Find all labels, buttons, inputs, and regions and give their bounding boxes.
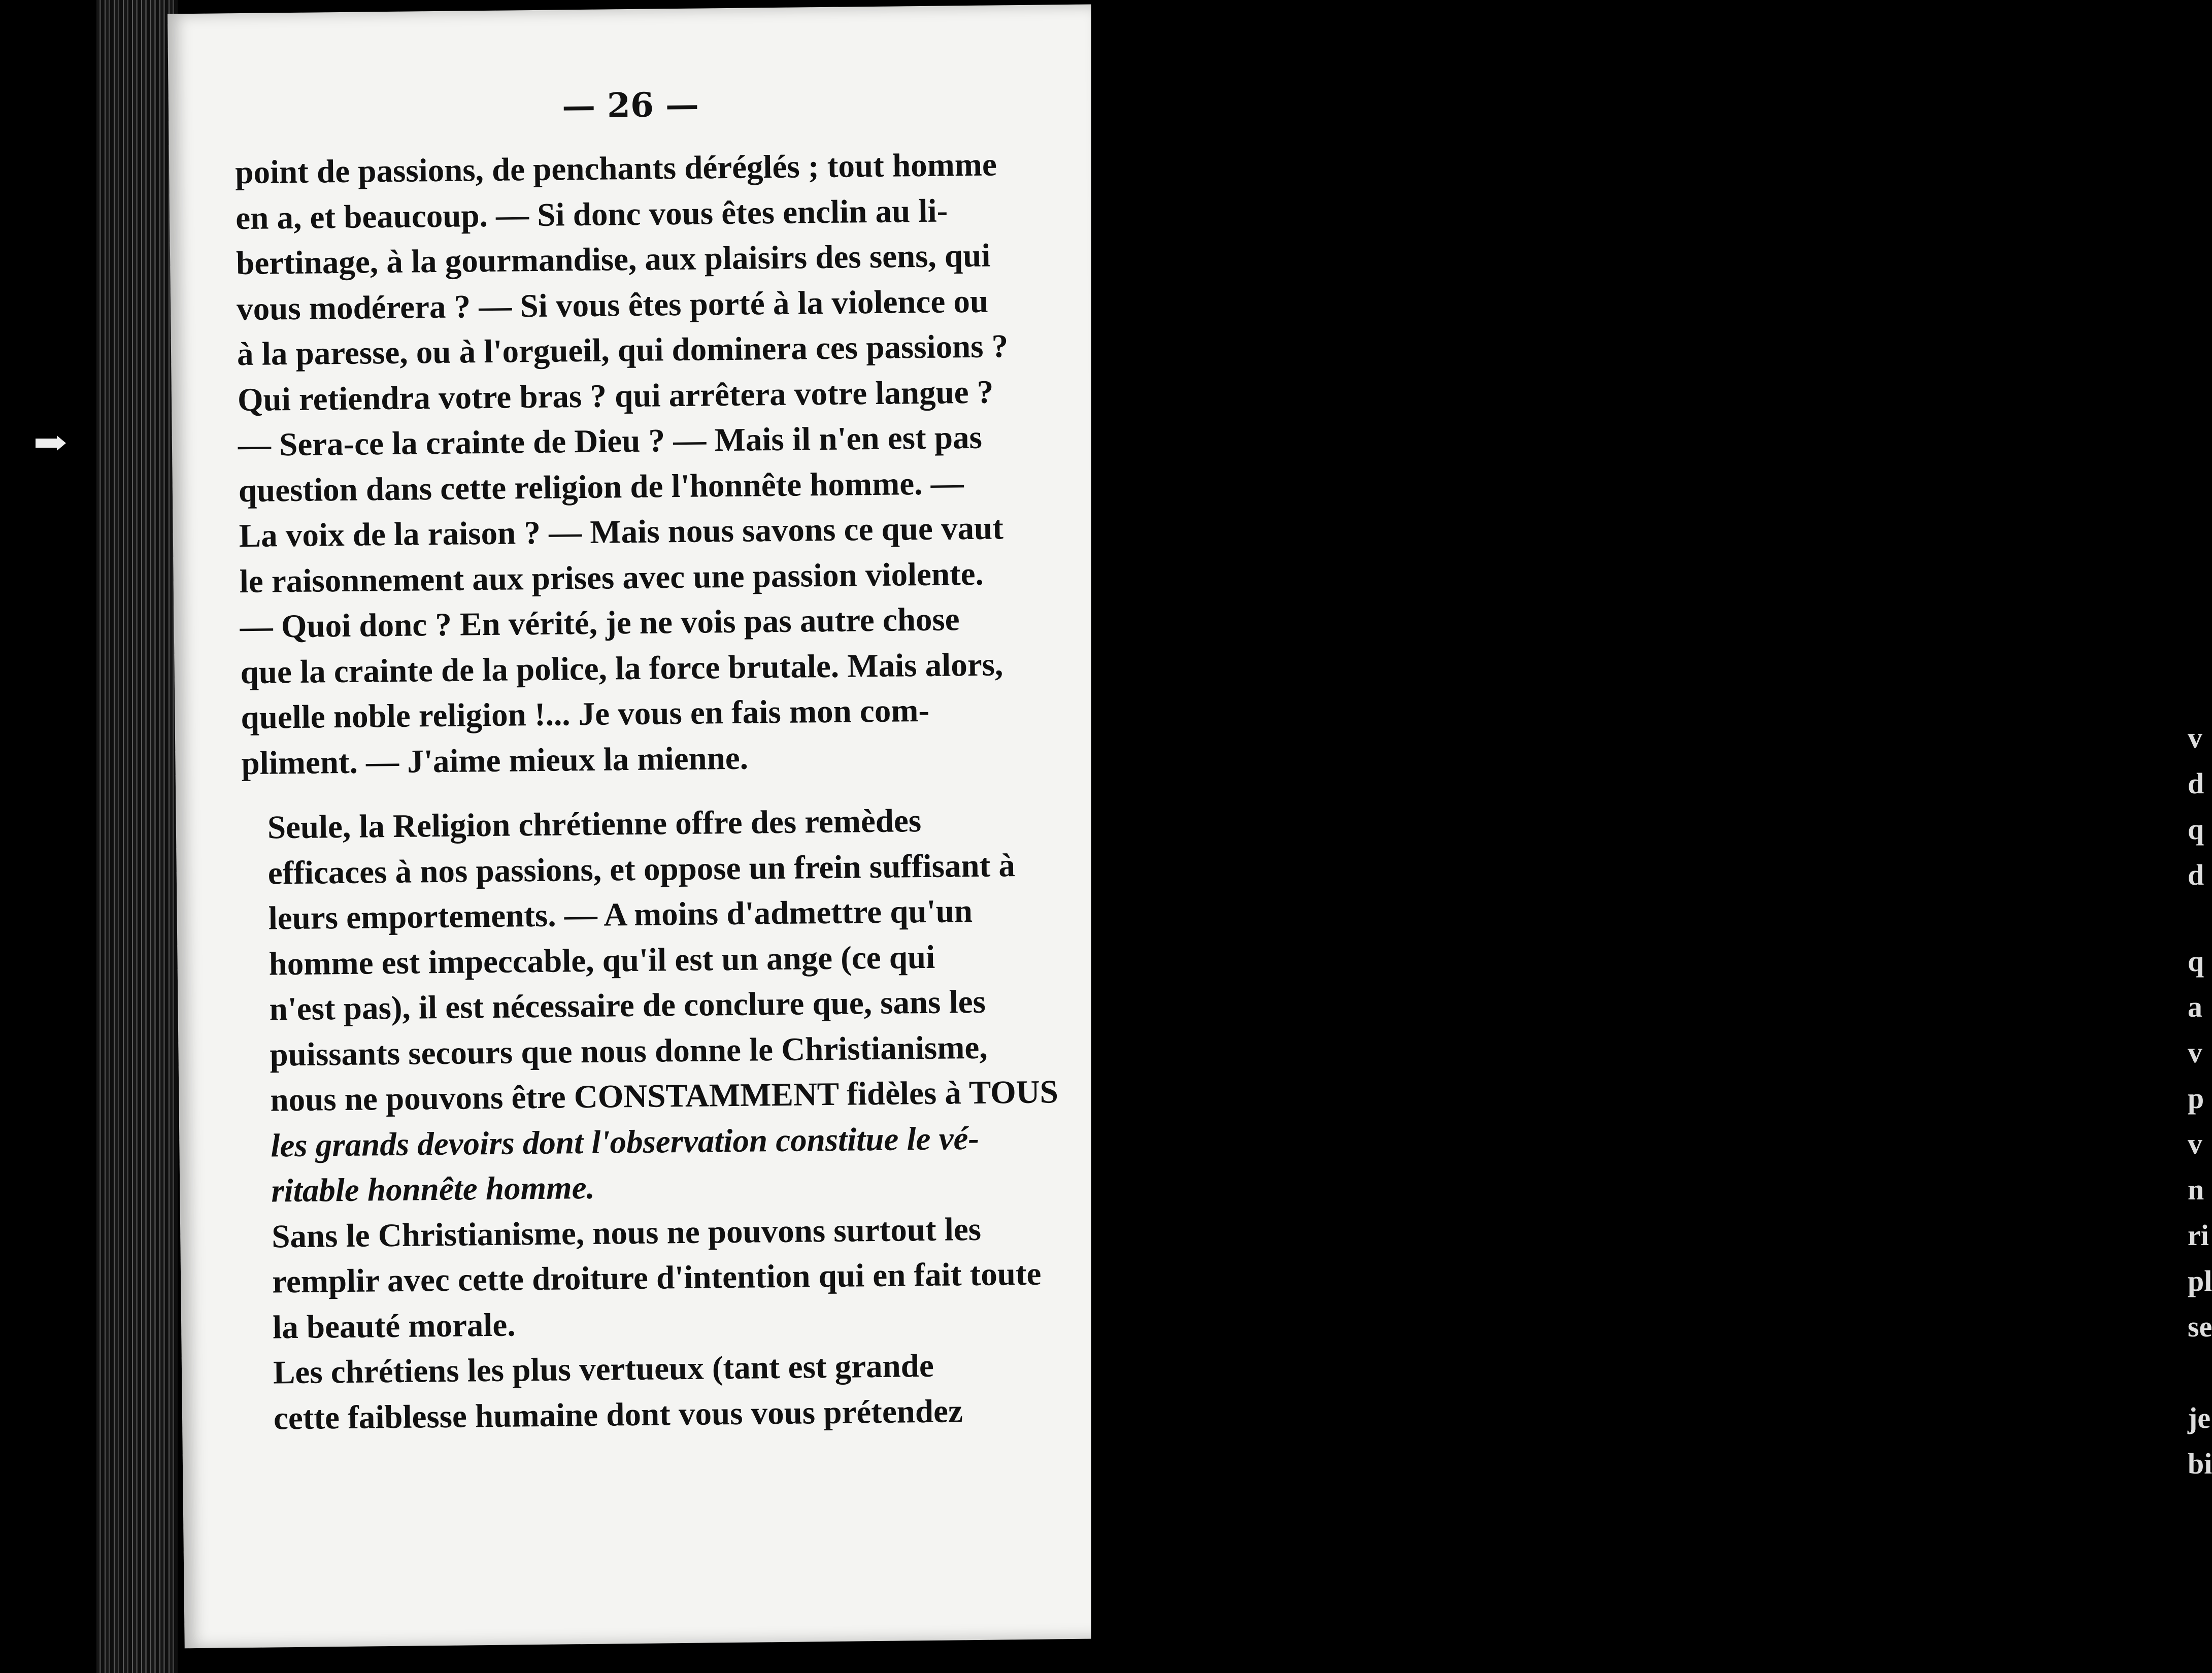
- text-line: nous ne pouvons être CONSTAMMENT fidèles à TOUS: [270, 1074, 1059, 1119]
- bleed-letter: pl: [2188, 1264, 2212, 1297]
- book-gutter: [96, 0, 178, 1673]
- bleed-letter: d: [2188, 767, 2204, 800]
- bleed-letter: q: [2188, 945, 2204, 978]
- book-page: [167, 4, 1109, 1648]
- paragraph-1: [235, 142, 1049, 787]
- text-line: homme est impeccable, qu'il est un ange (ce qui: [269, 939, 935, 983]
- text-line: bertinage, à la gourmandise, aux plaisirs des sens, qui: [236, 237, 991, 282]
- page-marker-icon: [36, 436, 66, 451]
- text-line: — Quoi donc ? En vérité, je ne vois pas autre chose: [240, 601, 960, 646]
- paragraph-3: [246, 1206, 1055, 1351]
- text-line: remplir avec cette droiture d'intention qui en fait toute: [272, 1255, 1042, 1300]
- next-page-edge: [1091, 0, 2212, 1673]
- bleed-letter: bi: [2188, 1447, 2212, 1480]
- page-number: — 26 —: [561, 84, 699, 126]
- bleed-letter: v: [2188, 1036, 2202, 1069]
- body-text: [234, 142, 1059, 1442]
- text-line: ritable honnête homme.: [271, 1169, 595, 1210]
- text-line: efficaces à nos passions, et oppose un frein suffisant à: [267, 847, 1016, 892]
- text-line: n'est pas), il est nécessaire de conclure que, sans les: [269, 983, 986, 1028]
- text-line: — Sera-ce la crainte de Dieu ? — Mais il n'en est pas: [238, 419, 983, 464]
- bleed-letter: p: [2188, 1082, 2204, 1115]
- text-line: pliment. — J'aime mieux la mienne.: [241, 740, 749, 782]
- bleed-letter: a: [2188, 990, 2202, 1023]
- text-line: question dans cette religion de l'honnête homme. —: [238, 464, 964, 509]
- bleed-letter: je: [2188, 1401, 2211, 1434]
- text-line: que la crainte de la police, la force brutale. Mais alors,: [240, 646, 1003, 691]
- bleed-letter: v: [2188, 1127, 2202, 1160]
- text-line: la beauté morale.: [272, 1306, 516, 1346]
- text-line: puissants secours que nous donne le Christianisme,: [270, 1029, 988, 1074]
- text-line: Sans le Christianisme, nous ne pouvons surtout les: [271, 1211, 982, 1255]
- bleed-letter: v: [2188, 721, 2202, 754]
- text-line: en a, et beaucoup. — Si donc vous êtes enclin au li-: [235, 192, 948, 237]
- bleed-letter: ri: [2188, 1219, 2209, 1252]
- text-line: quelle noble religion !... Je vous en fais mon com-: [241, 692, 930, 737]
- text-line: Qui retiendra votre bras ? qui arrêtera votre langue ?: [237, 374, 994, 418]
- text-line: La voix de la raison ? — Mais nous savons ce que vaut: [239, 510, 1004, 555]
- text-line: Seule, la Religion chrétienne offre des remèdes: [267, 802, 922, 846]
- text-line: leurs emportements. — A moins d'admettre qu'un: [268, 893, 973, 937]
- text-line: cette faiblesse humaine dont vous vous prétendez: [273, 1392, 963, 1436]
- text-line: les grands devoirs dont l'observation constitue le vé-: [271, 1120, 980, 1164]
- text-line: point de passions, de penchants déréglés ; tout homme: [234, 146, 997, 191]
- paragraph-4: [248, 1342, 1056, 1442]
- text-line: le raisonnement aux prises avec une passion violente.: [239, 555, 984, 600]
- bleed-letter: n: [2188, 1173, 2204, 1206]
- text-line: à la paresse, ou à l'orgueil, qui dominera ces passions ?: [237, 328, 1009, 373]
- bleed-letter: q: [2188, 813, 2204, 846]
- text-line: Les chrétiens les plus vertueux (tant est grande: [273, 1347, 934, 1391]
- bleed-letter: d: [2188, 858, 2204, 891]
- paragraph-2: [242, 797, 1059, 1214]
- bleed-letter: se: [2188, 1310, 2212, 1343]
- text-line: vous modérera ? — Si vous êtes porté à la violence ou: [236, 283, 989, 327]
